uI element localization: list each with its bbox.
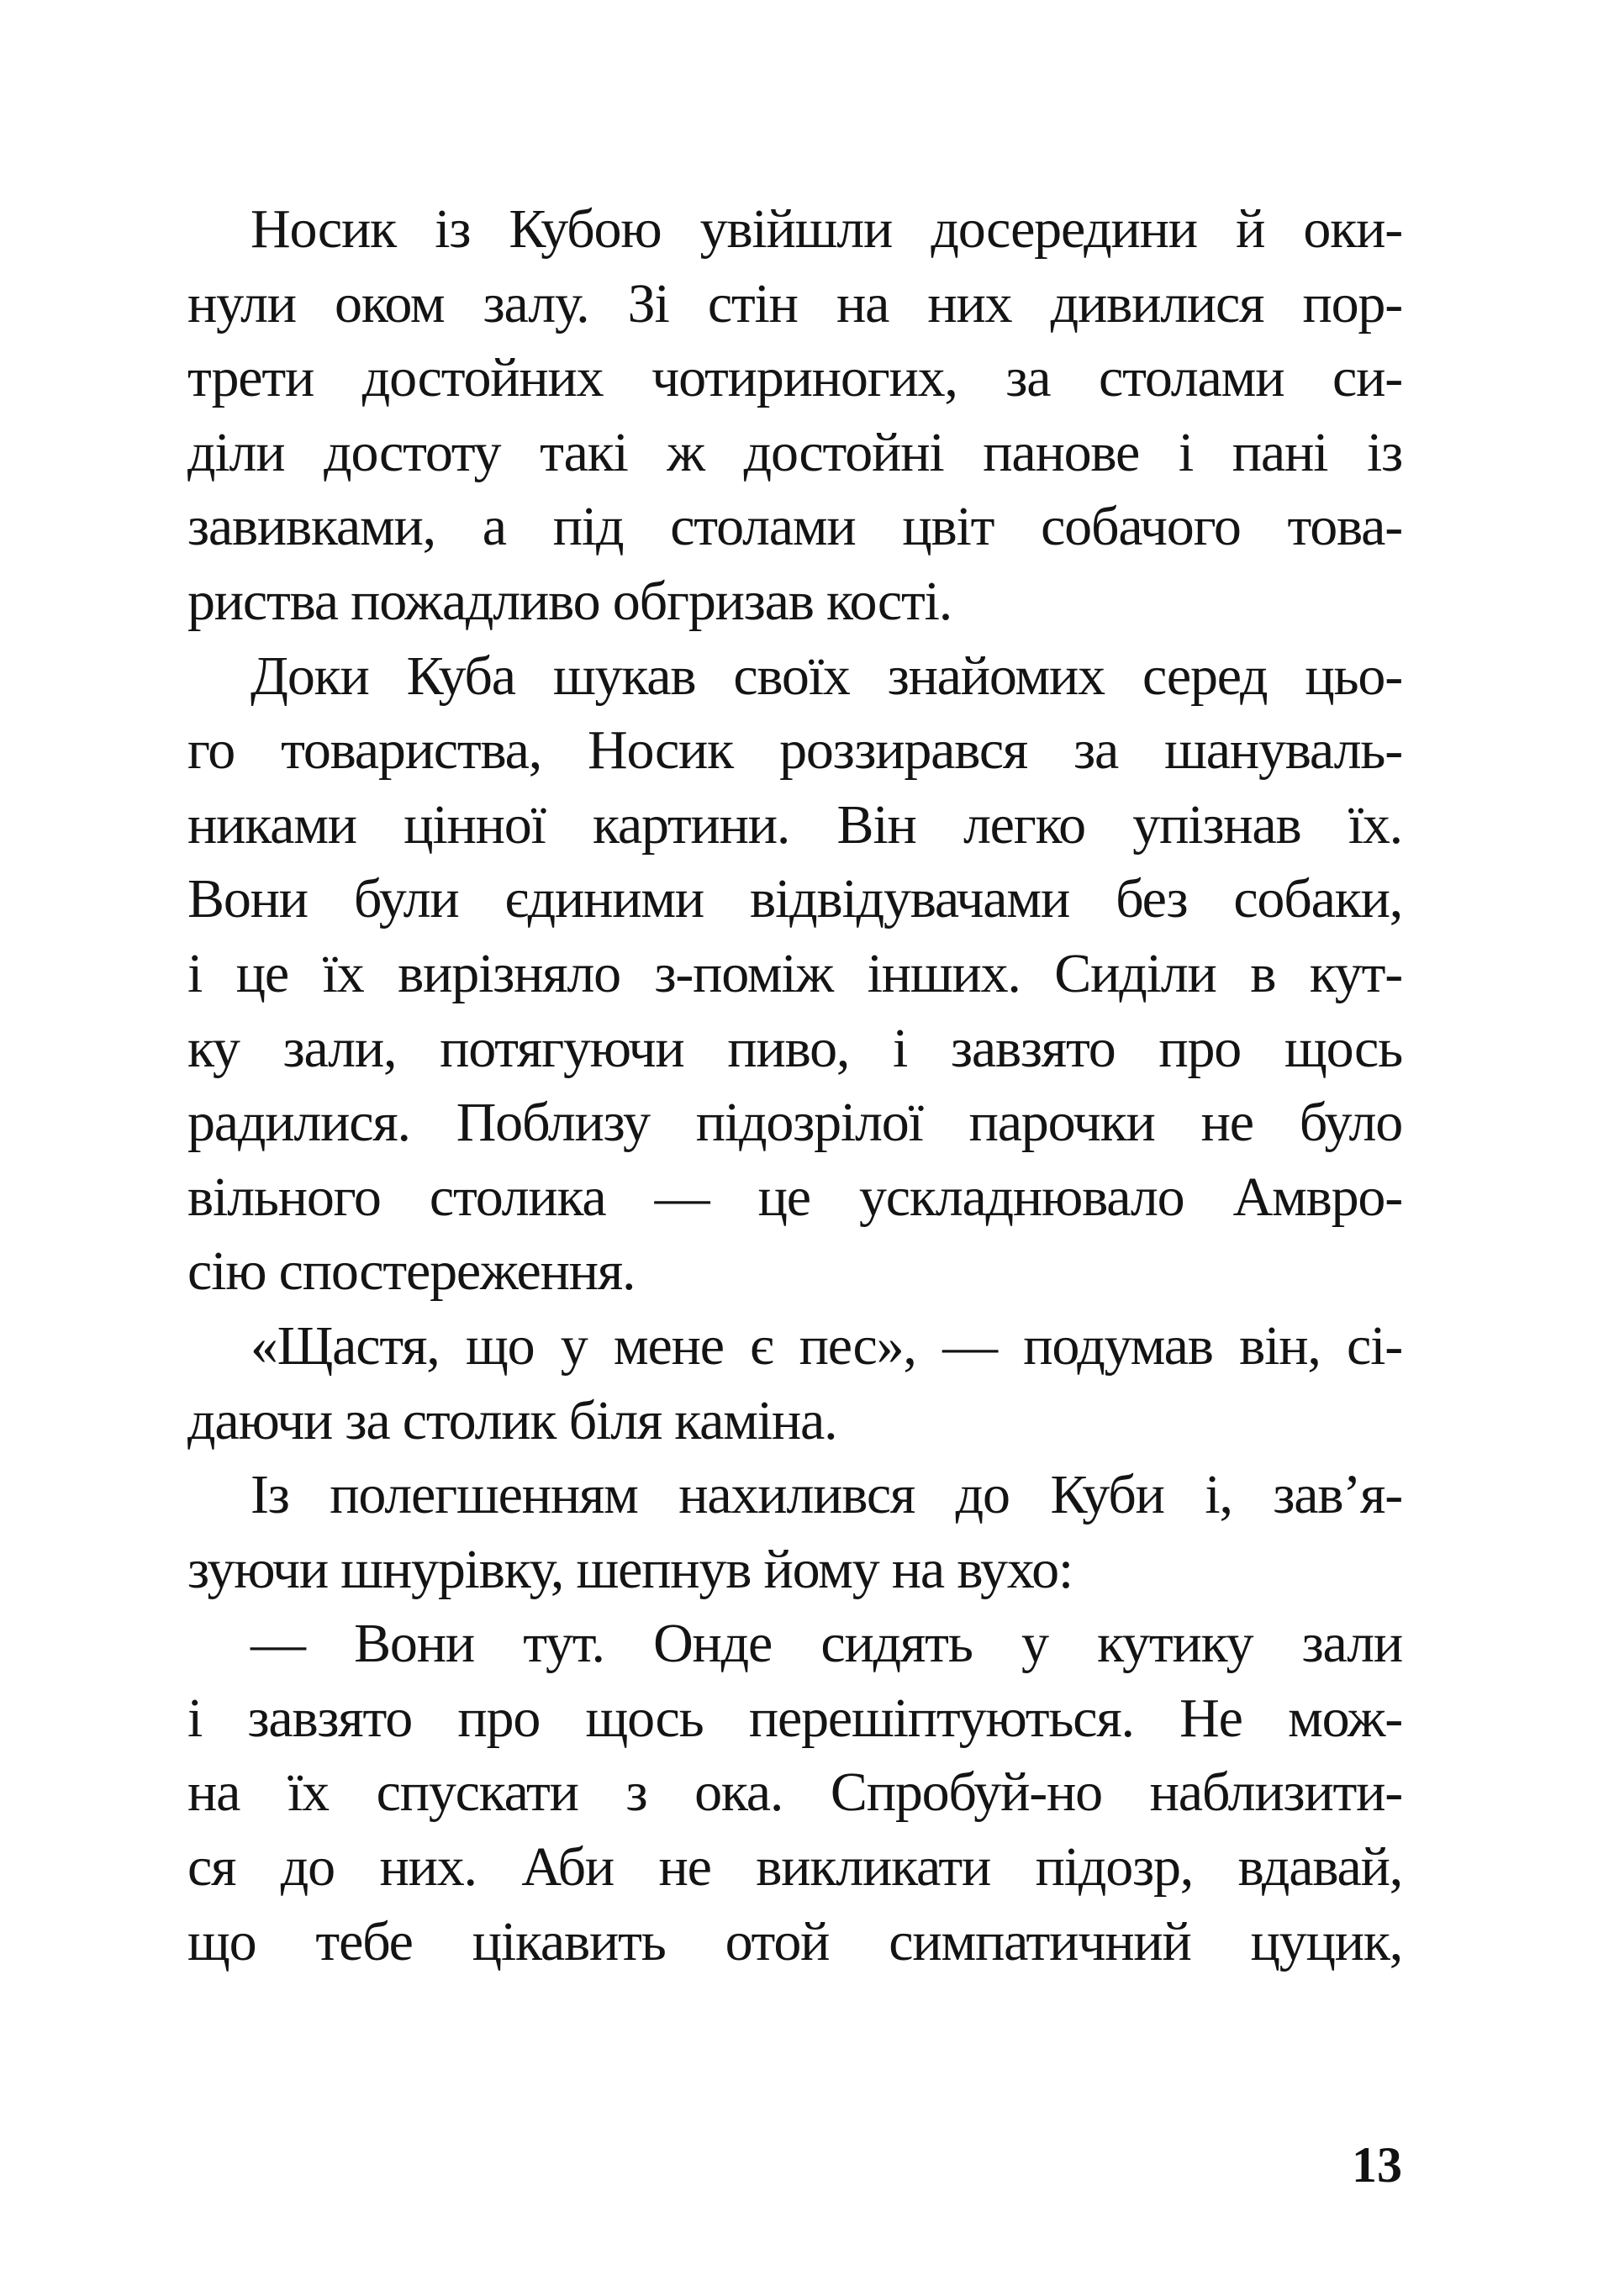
paragraph-4 bbox=[187, 1458, 1402, 1607]
text-line: риства пожадливо обгризав кості. bbox=[187, 570, 952, 632]
text-line: і завзято про щось перешіптуються. Не мож- bbox=[187, 1687, 1402, 1749]
text-line: Доки Куба шукав своїх знайомих серед цьо- bbox=[251, 645, 1402, 707]
text-line: Із полегшенням нахилився до Куби і, зав’я- bbox=[251, 1464, 1402, 1526]
paragraph-2 bbox=[187, 640, 1402, 1309]
paragraph-5 bbox=[187, 1607, 1402, 1979]
text-line: що тебе цікавить отой симпатичний цуцик, bbox=[187, 1910, 1402, 1972]
paragraph-3 bbox=[187, 1309, 1402, 1458]
text-line: радилися. Поблизу підозрілої парочки не було bbox=[187, 1092, 1402, 1154]
text-line: — Вони тут. Онде сидять у кутику зали bbox=[251, 1613, 1402, 1675]
text-line: завивками, а під столами цвіт собачого това- bbox=[187, 496, 1402, 558]
text-line: вільного столика — це ускладнювало Амвро- bbox=[187, 1166, 1402, 1228]
page-number: 13 bbox=[1352, 2137, 1402, 2193]
text-line: діли достоту такі ж достойні панове і пані із bbox=[187, 421, 1402, 483]
text-line: зуючи шнурівку, шепнув йому на вухо: bbox=[187, 1538, 1073, 1600]
text-line: трети достойних чотириногих, за столами си- bbox=[187, 347, 1402, 409]
body-text bbox=[187, 192, 1402, 1979]
text-line: ся до них. Аби не викликати підозр, вдавай, bbox=[187, 1836, 1402, 1898]
paragraph-1 bbox=[187, 192, 1402, 640]
text-line: нули оком залу. Зі стін на них дивилися пор- bbox=[187, 272, 1402, 334]
text-line: «Щастя, що у мене є пес», — подумав він, сі- bbox=[251, 1314, 1402, 1377]
text-line: ку зали, потягуючи пиво, і завзято про щось bbox=[187, 1017, 1402, 1079]
text-line: Носик із Кубою увійшли досередини й оки- bbox=[251, 198, 1402, 260]
text-line: даючи за столик біля каміна. bbox=[187, 1389, 837, 1451]
text-line: на їх спускати з ока. Спробуй-но наблизити- bbox=[187, 1761, 1402, 1824]
text-line: і це їх вирізняло з-поміж інших. Сиділи в кут- bbox=[187, 942, 1402, 1004]
text-line: сію спостереження. bbox=[187, 1240, 636, 1303]
text-line: го товариства, Носик роззирався за шануваль- bbox=[187, 719, 1402, 782]
text-line: никами цінної картини. Він легко упізнав їх. bbox=[187, 793, 1402, 856]
text-line: Вони були єдиними відвідувачами без собаки, bbox=[187, 868, 1402, 930]
